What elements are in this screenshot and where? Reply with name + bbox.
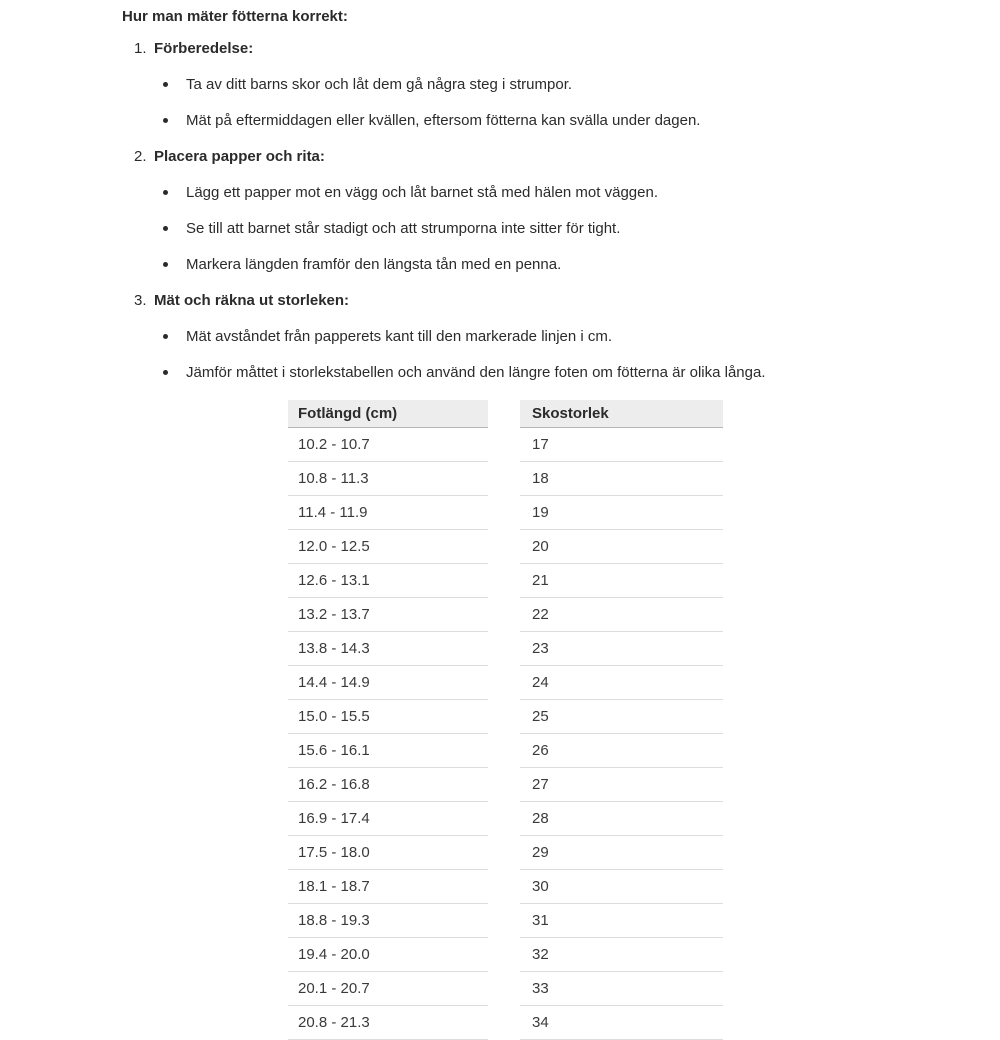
shoe-size-cell: 17 (520, 428, 723, 462)
bullet-text: Se till att barnet står stadigt och att strumporna inte sitter för tight. (186, 220, 621, 237)
foot-length-cell: 12.6 - 13.1 (288, 564, 488, 598)
table-row (288, 462, 488, 496)
bullet-text: Lägg ett papper mot en vägg och låt barnet stå med hälen mot väggen. (186, 184, 658, 201)
foot-length-cell: 19.4 - 20.0 (288, 938, 488, 972)
table-row (520, 972, 723, 1006)
shoe-size-cell: 21 (520, 564, 723, 598)
table-row (520, 938, 723, 972)
foot-length-table (288, 400, 488, 1040)
table-row (520, 904, 723, 938)
steps-list (134, 40, 1000, 381)
bullet-item (163, 184, 1000, 201)
table-row (288, 802, 488, 836)
shoe-size-cell: 26 (520, 734, 723, 768)
table-row (288, 938, 488, 972)
shoe-size-cell: 29 (520, 836, 723, 870)
bullet-text: Jämför måttet i storlekstabellen och använd den längre foten om fötterna är olika långa. (186, 364, 766, 381)
table-row (520, 870, 723, 904)
table-row (520, 666, 723, 700)
shoe-size-cell: 24 (520, 666, 723, 700)
foot-length-cell: 10.8 - 11.3 (288, 462, 488, 496)
table-row (288, 564, 488, 598)
bullet-text: Mät avståndet från papperets kant till den markerade linjen i cm. (186, 328, 613, 345)
table-row (288, 768, 488, 802)
bullet-list (163, 328, 1000, 381)
foot-length-cell: 10.2 - 10.7 (288, 428, 488, 462)
shoe-size-cell: 19 (520, 496, 723, 530)
step-number: 1. (134, 40, 147, 57)
bullet-icon (163, 334, 168, 339)
step-item (134, 40, 1000, 129)
page-title: Hur man mäter fötterna korrekt: (122, 8, 348, 25)
table-row (520, 802, 723, 836)
table-row (288, 836, 488, 870)
bullet-icon (163, 118, 168, 123)
table-row (520, 700, 723, 734)
table-row (288, 1006, 488, 1040)
shoe-size-cell: 18 (520, 462, 723, 496)
step-label: Mät och räkna ut storleken: (154, 292, 350, 309)
step-number: 3. (134, 292, 147, 309)
bullet-icon (163, 82, 168, 87)
foot-length-header: Fotlängd (cm) (288, 400, 488, 428)
shoe-size-cell: 30 (520, 870, 723, 904)
table-row (288, 734, 488, 768)
table-row (520, 428, 723, 462)
foot-length-cell: 20.8 - 21.3 (288, 1006, 488, 1040)
bullet-text: Markera längden framför den längsta tån med en penna. (186, 256, 562, 273)
table-row (288, 530, 488, 564)
step-item (134, 148, 1000, 273)
step-number: 2. (134, 148, 147, 165)
table-row (520, 836, 723, 870)
step-label: Placera papper och rita: (154, 148, 325, 165)
table-row (288, 496, 488, 530)
table-row (288, 428, 488, 462)
shoe-size-cell: 34 (520, 1006, 723, 1040)
table-row (288, 870, 488, 904)
bullet-icon (163, 190, 168, 195)
table-row (288, 666, 488, 700)
table-row (520, 530, 723, 564)
foot-length-cell: 17.5 - 18.0 (288, 836, 488, 870)
shoe-size-cell: 32 (520, 938, 723, 972)
step-item (134, 292, 1000, 381)
step-label: Förberedelse: (154, 40, 254, 57)
foot-length-cell: 11.4 - 11.9 (288, 496, 488, 530)
foot-length-cell: 12.0 - 12.5 (288, 530, 488, 564)
foot-length-cell: 16.2 - 16.8 (288, 768, 488, 802)
bullet-item (163, 328, 1000, 345)
foot-length-cell: 15.6 - 16.1 (288, 734, 488, 768)
table-row (520, 632, 723, 666)
table-row (288, 700, 488, 734)
bullet-icon (163, 262, 168, 267)
foot-length-cell: 18.8 - 19.3 (288, 904, 488, 938)
table-row (520, 598, 723, 632)
shoe-size-cell: 27 (520, 768, 723, 802)
shoe-size-cell: 28 (520, 802, 723, 836)
bullet-item (163, 220, 1000, 237)
foot-length-cell: 16.9 - 17.4 (288, 802, 488, 836)
shoe-size-cell: 31 (520, 904, 723, 938)
table-row (520, 1006, 723, 1040)
table-row (520, 496, 723, 530)
foot-length-cell: 18.1 - 18.7 (288, 870, 488, 904)
foot-length-cell: 14.4 - 14.9 (288, 666, 488, 700)
shoe-size-cell: 23 (520, 632, 723, 666)
bullet-text: Mät på eftermiddagen eller kvällen, eftersom fötterna kan svälla under dagen. (186, 112, 701, 129)
bullet-item (163, 364, 1000, 381)
shoe-size-header: Skostorlek (520, 400, 723, 428)
table-row (520, 462, 723, 496)
shoe-size-cell: 20 (520, 530, 723, 564)
bullet-text: Ta av ditt barns skor och låt dem gå några steg i strumpor. (186, 76, 573, 93)
shoe-size-table (520, 400, 723, 1040)
bullet-item (163, 112, 1000, 129)
table-row (520, 768, 723, 802)
shoe-size-cell: 33 (520, 972, 723, 1006)
foot-length-cell: 20.1 - 20.7 (288, 972, 488, 1006)
foot-length-cell: 13.2 - 13.7 (288, 598, 488, 632)
table-row (288, 632, 488, 666)
table-row (520, 564, 723, 598)
foot-length-cell: 15.0 - 15.5 (288, 700, 488, 734)
bullet-list (163, 76, 1000, 129)
table-row (520, 734, 723, 768)
bullet-item (163, 76, 1000, 93)
foot-length-cell: 13.8 - 14.3 (288, 632, 488, 666)
table-row (288, 598, 488, 632)
size-tables (288, 400, 1000, 1040)
shoe-size-cell: 22 (520, 598, 723, 632)
bullet-list (163, 184, 1000, 273)
table-row (288, 904, 488, 938)
bullet-icon (163, 370, 168, 375)
bullet-item (163, 256, 1000, 273)
table-row (288, 972, 488, 1006)
bullet-icon (163, 226, 168, 231)
shoe-size-cell: 25 (520, 700, 723, 734)
